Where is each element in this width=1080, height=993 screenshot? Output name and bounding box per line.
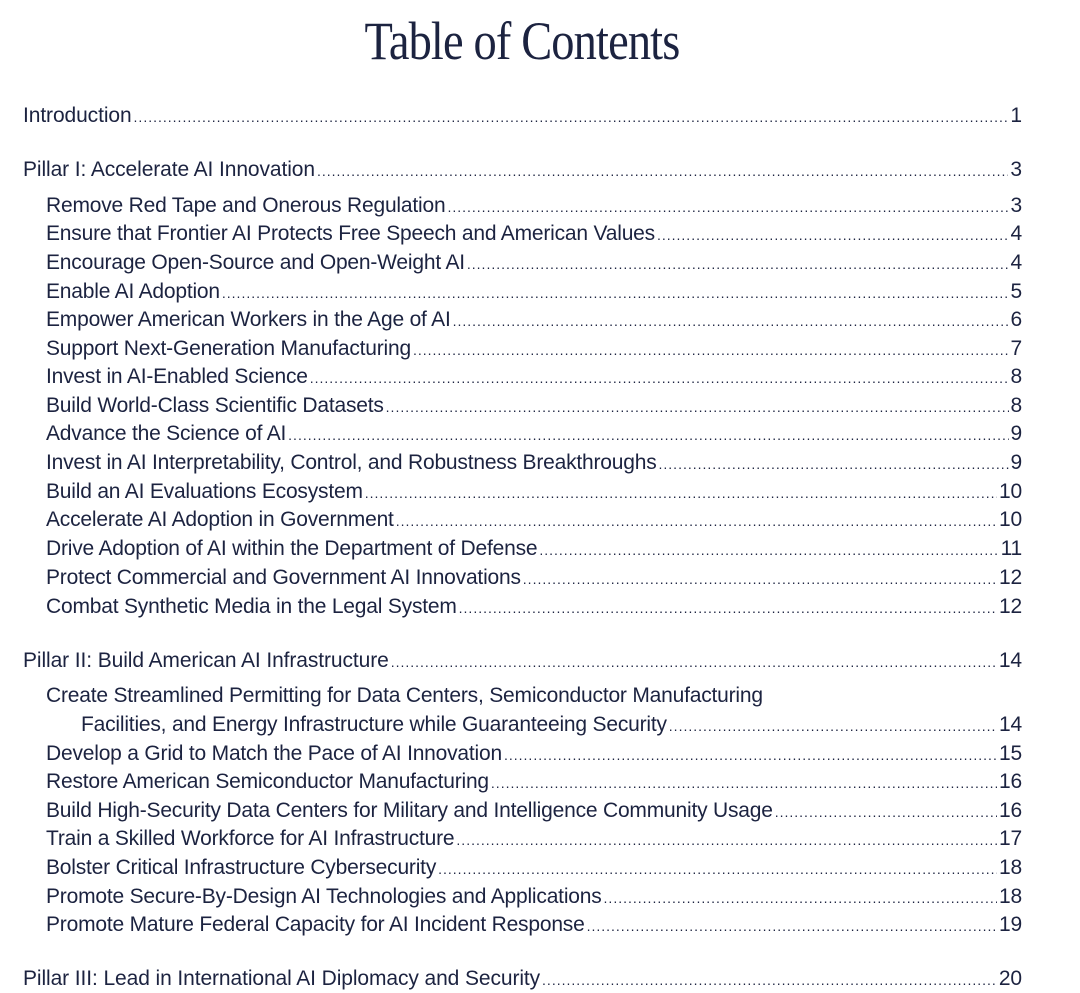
toc-entry[interactable]	[46, 193, 1022, 220]
toc-entry[interactable]	[46, 855, 1022, 882]
toc-entry-page: 4	[1010, 251, 1022, 274]
dot-leader	[459, 595, 997, 621]
toc-entry-label: Support Next-Generation Manufacturing	[46, 337, 411, 360]
dot-leader	[542, 967, 997, 993]
dot-leader	[659, 451, 1009, 477]
dot-leader	[456, 827, 997, 853]
dot-leader	[391, 649, 997, 675]
dot-leader	[467, 251, 1009, 277]
toc-entry-page: 10	[999, 508, 1022, 531]
toc-entry-page: 14	[998, 649, 1022, 672]
dot-leader	[288, 422, 1008, 448]
dot-leader	[134, 104, 1009, 130]
toc-entry-label: Build World-Class Scientific Datasets	[46, 394, 384, 417]
toc-entry-page: 4	[1010, 222, 1022, 245]
toc-entry[interactable]	[46, 221, 1022, 248]
toc-entry-label: Accelerate AI Adoption in Government	[46, 508, 394, 531]
toc-entry-page: 16	[999, 799, 1022, 822]
toc-entry-label: Pillar II: Build American AI Infrastructure	[23, 649, 389, 672]
toc-entry-label: Pillar III: Lead in International AI Diplomacy and Security	[23, 967, 541, 990]
toc-entry-page: 17	[999, 827, 1022, 850]
toc-entry-page: 5	[1010, 280, 1022, 303]
dot-leader	[504, 742, 997, 768]
toc-entry-label: Promote Secure-By-Design AI Technologies and Applications	[46, 885, 602, 908]
toc-entry-page: 16	[999, 770, 1022, 793]
toc-entry[interactable]	[46, 536, 1022, 563]
dot-leader	[669, 713, 997, 739]
dot-leader	[775, 799, 997, 825]
dot-leader	[365, 480, 997, 506]
toc-entry-label: Build High-Security Data Centers for Military and Intelligence Community Usage	[46, 799, 773, 822]
toc-entry-page: 12	[999, 595, 1022, 618]
toc-entry[interactable]	[46, 594, 1022, 621]
toc-entry[interactable]	[46, 884, 1022, 911]
toc-entry-label: Ensure that Frontier AI Protects Free Speech and American Values	[46, 222, 655, 245]
dot-leader	[222, 280, 1009, 306]
toc-entry[interactable]	[46, 565, 1022, 592]
toc-entry-pillar-1[interactable]	[23, 157, 1022, 184]
toc-entry-page: 19	[999, 913, 1022, 936]
toc-entry[interactable]	[46, 741, 1022, 768]
dot-leader	[310, 365, 1009, 391]
toc-entry-label: Protect Commercial and Government AI Innovations	[46, 566, 521, 589]
toc-entry-label: Introduction	[23, 104, 132, 127]
toc-entry-page: 11	[1000, 537, 1022, 560]
toc-entry-page: 3	[1010, 194, 1022, 217]
toc-entry-page: 10	[999, 480, 1022, 503]
dot-leader	[396, 508, 997, 534]
toc-entry[interactable]	[46, 912, 1022, 939]
toc-entry-page: 6	[1010, 308, 1022, 331]
toc-entry-wrapped-line[interactable]	[46, 683, 1022, 709]
toc-entry[interactable]	[46, 450, 1022, 477]
toc-entry-introduction[interactable]	[23, 103, 1022, 130]
toc-entry-label: Empower American Workers in the Age of AI	[46, 308, 451, 331]
toc-entry[interactable]	[46, 769, 1022, 796]
toc-entry-page: 20	[998, 967, 1022, 990]
toc-entry[interactable]	[46, 421, 1022, 448]
toc-entry[interactable]	[46, 250, 1022, 277]
dot-leader	[453, 308, 1009, 334]
toc-entry-pillar-2[interactable]	[23, 648, 1022, 675]
page-title: Table of Contents	[364, 11, 680, 71]
dot-leader	[491, 770, 997, 796]
toc-entry-page: 8	[1010, 365, 1022, 388]
dot-leader	[657, 222, 1009, 248]
toc-entry-label: Combat Synthetic Media in the Legal System	[46, 595, 457, 618]
toc-entry-label: Create Streamlined Permitting for Data Centers, Semiconductor Manufacturing	[46, 684, 763, 707]
toc-entry[interactable]	[46, 507, 1022, 534]
dot-leader	[523, 566, 997, 592]
toc-entry-label: Develop a Grid to Match the Pace of AI Innovation	[46, 742, 502, 765]
toc-entry[interactable]	[46, 393, 1022, 420]
dot-leader	[317, 158, 1008, 184]
toc-entry-page: 1	[1010, 104, 1022, 127]
toc-entry-label: Encourage Open-Source and Open-Weight AI	[46, 251, 465, 274]
toc-entry-page: 18	[999, 885, 1022, 908]
dot-leader	[438, 856, 997, 882]
dot-leader	[447, 194, 1008, 220]
toc-entry-page: 9	[1010, 422, 1022, 445]
toc-entry-label: Promote Mature Federal Capacity for AI Incident Response	[46, 913, 585, 936]
toc-entry[interactable]	[46, 826, 1022, 853]
toc-entry-page: 15	[999, 742, 1022, 765]
toc-entry[interactable]	[46, 479, 1022, 506]
toc-entry-label: Remove Red Tape and Onerous Regulation	[46, 194, 446, 217]
toc-entry-label: Pillar I: Accelerate AI Innovation	[23, 158, 315, 181]
toc-entry-label: Drive Adoption of AI within the Department of Defense	[46, 537, 538, 560]
toc-entry-continuation[interactable]	[81, 712, 1022, 739]
toc-entry-label: Bolster Critical Infrastructure Cybersecurity	[46, 856, 437, 879]
toc-entry-label: Train a Skilled Workforce for AI Infrastructure	[46, 827, 455, 850]
toc-entry[interactable]	[46, 307, 1022, 334]
toc-entry-label: Enable AI Adoption	[46, 280, 220, 303]
toc-entry[interactable]	[46, 279, 1022, 306]
toc-entry-page: 7	[1010, 337, 1022, 360]
toc-entry-label: Invest in AI Interpretability, Control, and Robustness Breakthroughs	[46, 451, 657, 474]
toc-entry[interactable]	[46, 798, 1022, 825]
dot-leader	[604, 885, 997, 911]
toc-entry-page: 12	[999, 566, 1022, 589]
toc-entry-page: 9	[1010, 451, 1022, 474]
dot-leader	[386, 394, 1009, 420]
toc-entry[interactable]	[46, 336, 1022, 363]
toc-entry-page: 3	[1010, 158, 1022, 181]
toc-entry-label: Invest in AI-Enabled Science	[46, 365, 308, 388]
toc-entry-label: Restore American Semiconductor Manufacturing	[46, 770, 489, 793]
toc-entry-label: Facilities, and Energy Infrastructure while Guaranteeing Security	[81, 713, 667, 736]
toc-entry-page: 18	[999, 856, 1022, 879]
toc-entry-page: 14	[999, 713, 1022, 736]
dot-leader	[539, 537, 998, 563]
toc-entry-pillar-3[interactable]	[23, 966, 1022, 993]
toc-entry-label: Advance the Science of AI	[46, 422, 287, 445]
toc-entry-page: 8	[1010, 394, 1022, 417]
toc-entry-label: Build an AI Evaluations Ecosystem	[46, 480, 363, 503]
toc-entry[interactable]	[46, 364, 1022, 391]
dot-leader	[587, 913, 997, 939]
dot-leader	[413, 337, 1009, 363]
